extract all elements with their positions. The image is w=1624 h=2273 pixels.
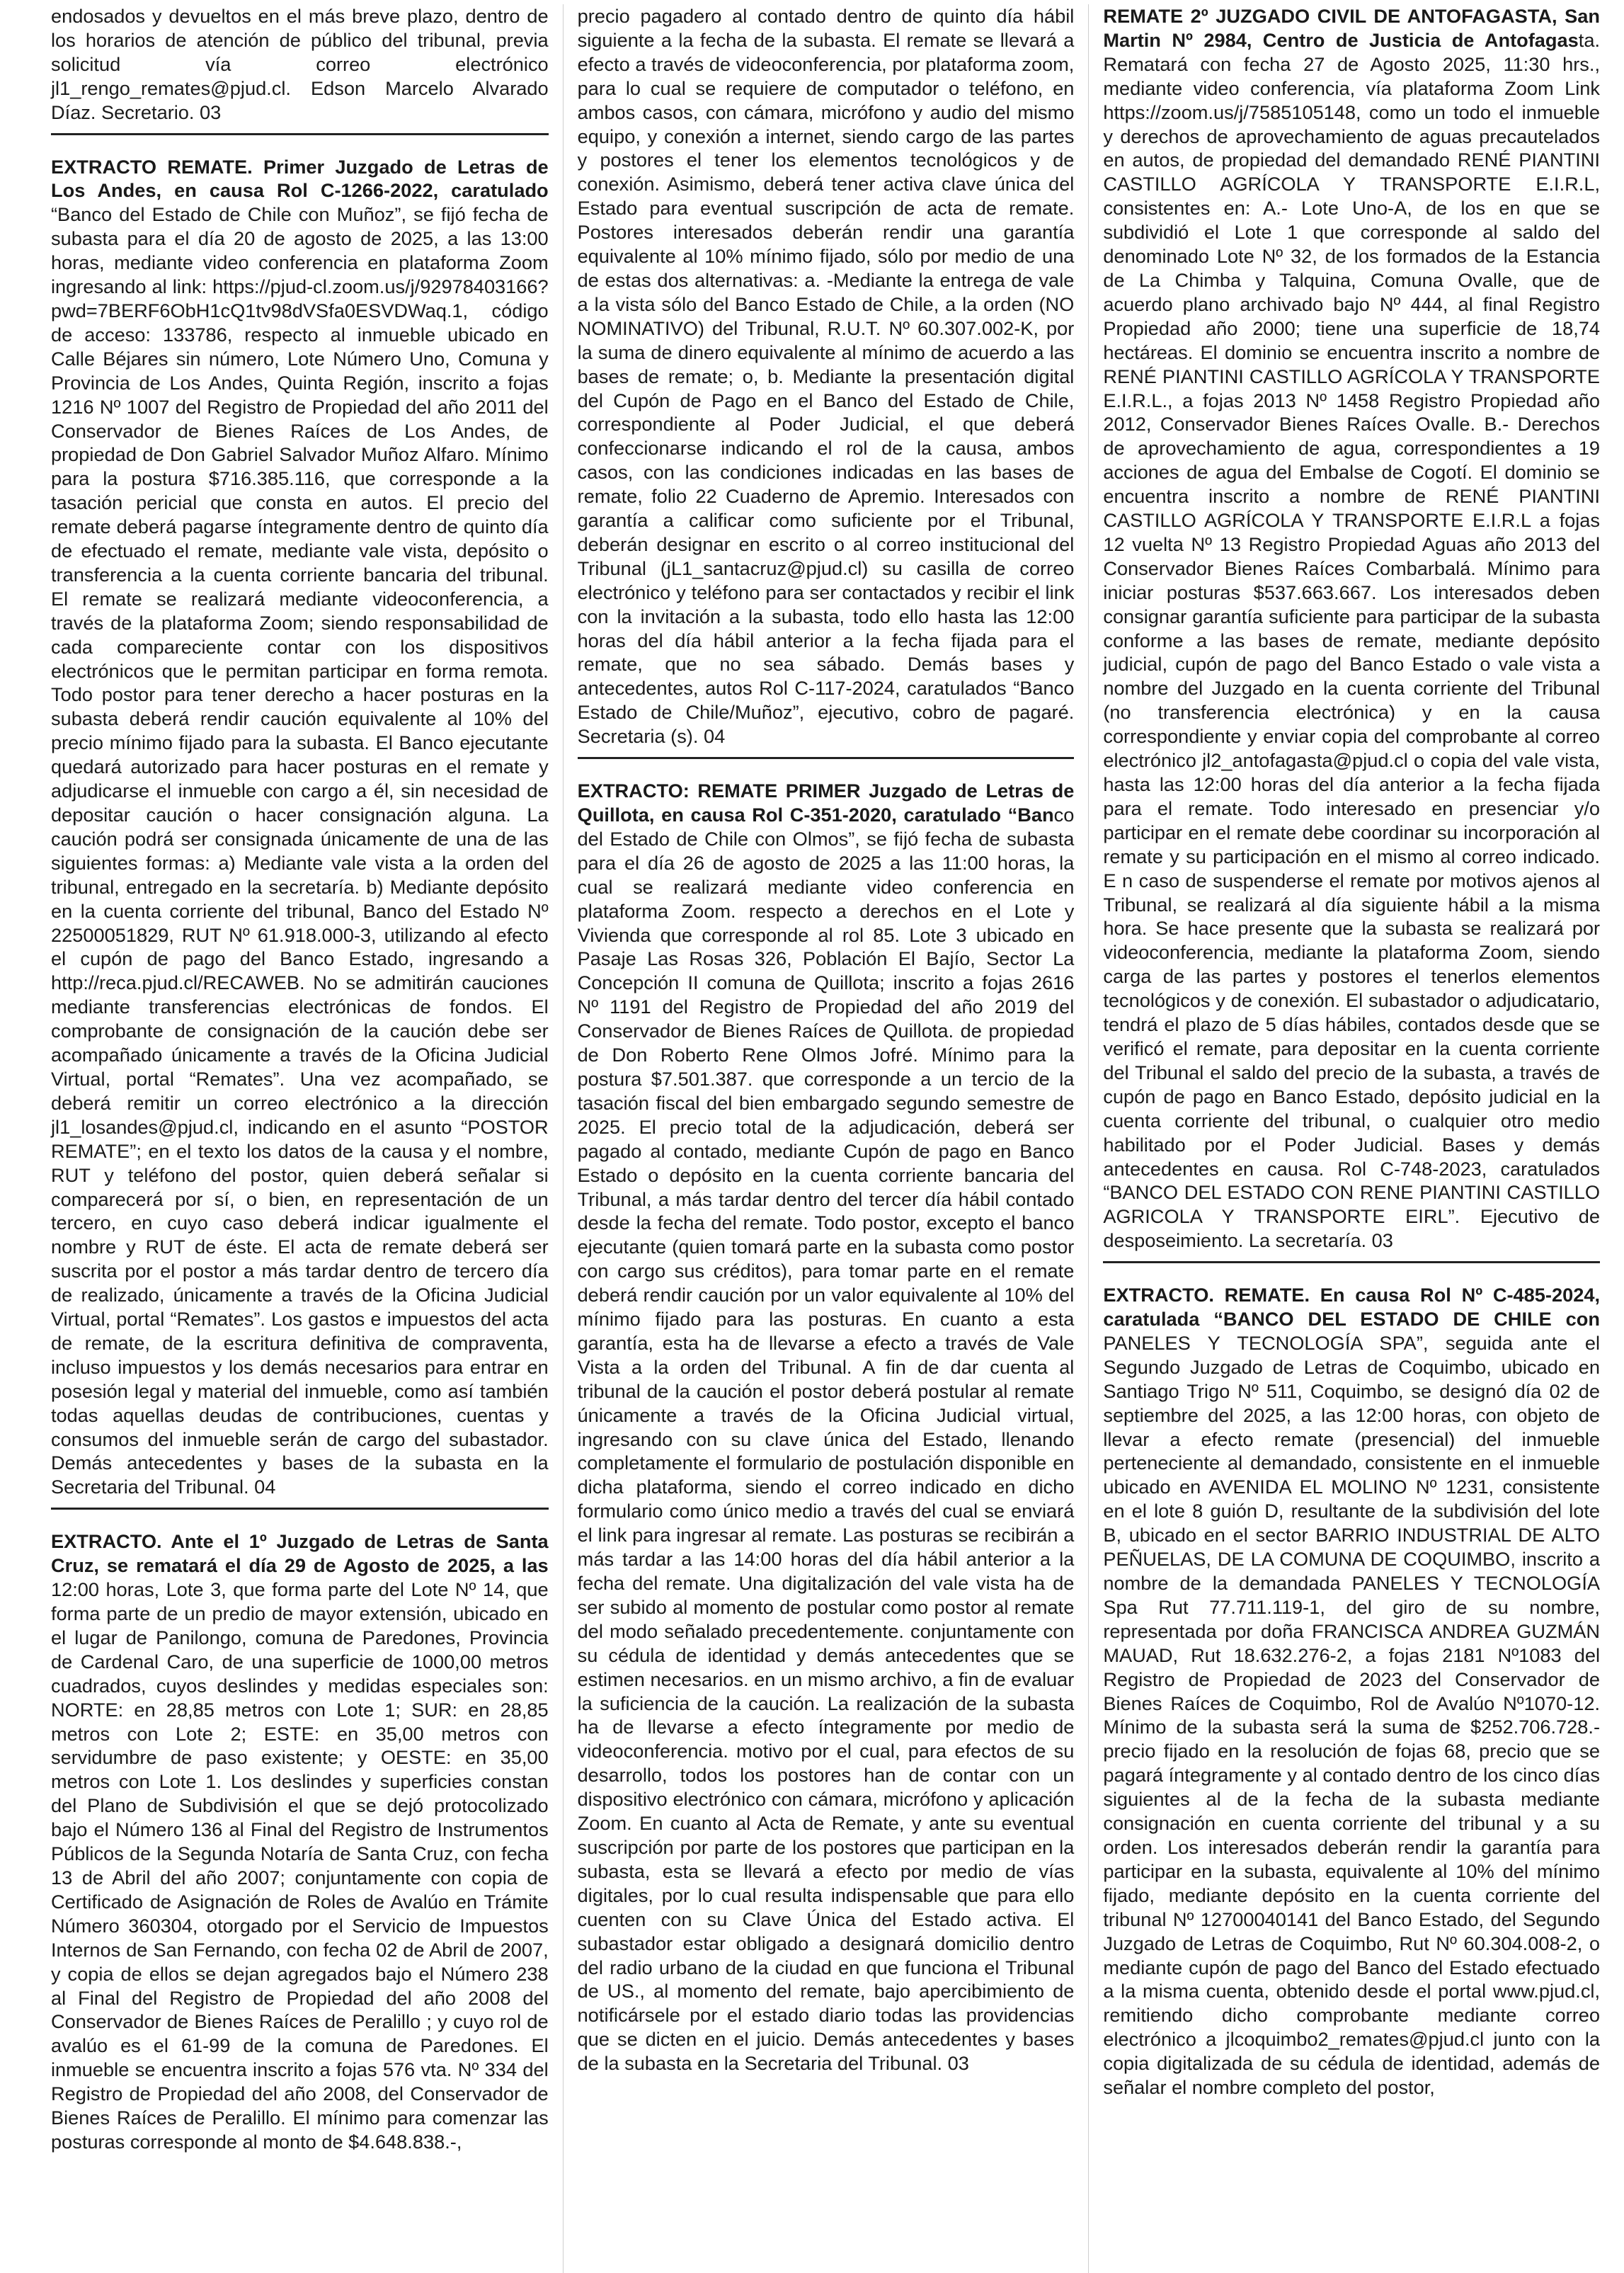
notice-heading: EXTRACTO REMATE. Primer Juzgado de Letras de Los Andes, en causa Rol C-1266-2022, caratulado [51,155,549,202]
notice-heading: EXTRACTO: REMATE PRIMER Juzgado de Letras de Quillota, en causa Rol C-351-2020, caratulado “Ban [577,780,1075,826]
notice-divider [578,757,1075,759]
column-2 [563,4,1089,2273]
notice-coquimbo [1103,1283,1600,2100]
notice-divider [51,1508,549,1510]
notice-body: 12:00 horas, Lote 3, que forma parte del Lote Nº 14, que forma parte de un predio de mayor extensión, ubicado en el lugar de Panilongo, comuna de Paredones, Provincia de Cardenal Caro, de una superficie de 1000,00 metros cuadrados, cuyos deslindes y medidas especiales son: NORTE: en 28,85 metros con Lote 1; SUR: en 28,85 metros con Lote 2; ESTE: en 35,00 metros con servidumbre de paso existente; y OESTE: en 35,00 metros con Lote 1. Los deslindes y superficies constan del Plano de Subdivisión el que se dejó protocolizado bajo el Número 136 al Final del Registro de Instrumentos Públicos de la Segunda Notaría de Santa Cruz, con fecha 13 de Abril del año 2007; conjuntamente con copia de Certificado de Asignación de Roles de Avalúo en Trámite Número 360304, otorgado por el Servicio de Impuestos Internos de San Fernando, con fecha 02 de Abril de 2007, y copia de ellos se dejan agregados bajo el Número 238 al Final del Registro de Propiedad del año 2008 del Conservador de Bienes Raíces de Peralillo ; y cuyo rol de avalúo es el 61-99 de la comuna de Paredones. El inmueble se encuentra inscrito a fojas 576 vta. Nº 334 del Registro de Propiedad del año 2008, del Conservador de Bienes Raíces de Peralillo. El mínimo para comenzar las posturas corresponde al monto de $4.648.838.-, [51,1578,549,2153]
notice-santa-cruz [51,1529,549,2154]
notice-heading: EXTRACTO. Ante el 1º Juzgado de Letras de Santa Cruz, se rematará el día 29 de Agosto de 2025, a las [51,1530,549,1577]
notice-rengo-tail [51,4,549,125]
notice-body: ta. Rematará con fecha 27 de Agosto 2025, 11:30 hrs., mediante video conferencia, vía plataforma Zoom Link https://zoom.us/j/7585105148, como un todo el inmueble y derechos de aprovechamiento de aguas precautelados en autos, de propiedad del demandado RENÉ PIANTINI CASTILLO AGRÍCOLA Y TRANSPORTE E.I.R.L, consistentes en: A.- Lote Uno-A, de los en que se subdividió el Lote 1 que corresponde al saldo del denominado Lote Nº 32, de los formados de la Estancia de La Chimba y Talquina, Comuna Ovalle, que de acuerdo plano archivado bajo Nº 444, al final Registro Propiedad año 2000; tiene una superficie de 18,74 hectáreas. El dominio se encuentra inscrito a nombre de RENÉ PIANTINI CASTILLO AGRÍCOLA Y TRANSPORTE E.I.R.L., a fojas 2013 Nº 1458 Registro Propiedad año 2012, Conservador Bienes Raíces Ovalle. B.- Derechos de aprovechamiento de agua, correspondientes a 19 acciones de agua del Embalse de Cogotí. El dominio se encuentra inscrito a nombre de RENÉ PIANTINI CASTILLO AGRÍCOLA Y TRANSPORTE E.I.R.L a fojas 12 vuelta Nº 13 Registro Propiedad Aguas año 2013 del Conservador Bienes Raíces Combarbalá. Mínimo para iniciar posturas $537.663.667. Los interesados deben consignar garantía suficiente para participar de la subasta conforme a las bases de remate, mediante depósito judicial, cupón de pago del Banco Estado o vale vista a nombre del Juzgado en la cuenta corriente del Tribunal (no transferencia electrónica) y en la causa correspondiente y enviar copia del comprobante al correo electrónico jl2_antofagasta@pjud.cl o copia del vale vista, hasta las 12:00 horas del día anterior a la fecha fijada para el remate. Todo interesado en presenciar y/o participar en el remate debe coordinar su incorporación al remate y su participación en el mismo al correo indicado. E n caso de suspenderse el remate por motivos ajenos al Tribunal, se realizará al día siguiente hábil a la misma hora. Se hace presente que la subasta se realizará por videoconferencia, mediante la plataforma Zoom, siendo carga de las partes y postores el tenerlos elementos tecnológicos y de conexión. El subastador o adjudicatario, tendrá el plazo de 5 días hábiles, contados desde que se verificó el remate, para depositar en la cuenta corriente del Tribunal el saldo del precio de la subasta, a través de cupón de pago en Banco Estado, depósito judicial en la cuenta corriente del tribunal, o cualquier otro medio habilitado por el Poder Judicial. Bases y demás antecedentes en causa. Rol C-748-2023, caratulados “BANCO DEL ESTADO CON RENE PIANTINI CASTILLO AGRICOLA Y TRANSPORTE EIRL”. Ejecutivo de desposeimiento. La secretaría. 03 [1103,28,1601,1252]
notice-quillota [578,779,1075,2075]
notice-santa-cruz-continued [578,4,1075,748]
notice-divider [51,133,549,135]
notice-body: “Banco del Estado de Chile con Muñoz”, se fijó fecha de subasta para el día 20 de agosto de 2025, a las 13:00 horas, mediante video conferencia en plataforma Zoom ingresando al link: https://pjud-cl.zoom.us/j/92978403166?pwd=7BERF6ObH1cQ1tv98dVSfa0ESVDWaq.1, código de acceso: 133786, respecto al inmueble ubicado en Calle Béjares sin número, Lote Número Uno, Comuna y Provincia de Los Andes, Quinta Región, inscrito a fojas 1216 Nº 1007 del Registro de Propiedad del año 2011 del Conservador de Bienes Raíces de Los Andes, de propiedad de Don Gabriel Salvador Muñoz Alfaro. Mínimo para la postura $716.385.116, que corresponde a la tasación pericial que consta en autos. El precio del remate deberá pagarse íntegramente dentro de quinto día de efectuado el remate, mediante vale vista, depósito o transferencia a la cuenta corriente bancaria del tribunal. El remate se realizará mediante videoconferencia, a través de la plataforma Zoom; siendo responsabilidad de cada compareciente contar con los dispositivos electrónicos que le permitan participar en forma remota. Todo postor para tener derecho a hacer posturas en la subasta deberá rendir caución equivalente al 10% del precio mínimo fijado para la subasta. El Banco ejecutante quedará autorizado para hacer posturas en el remate y adjudicarse el inmueble con cargo a él, sin necesidad de depositar caución o hacer consignación alguna. La caución podrá ser consignada únicamente de una de las siguientes formas: a) Mediante vale vista a la orden del tribunal, entregado en la secretaría. b) Mediante depósito en la cuenta corriente del tribunal, Banco del Estado Nº 22500051829, RUT Nº 61.918.000-3, utilizando al efecto el cupón de pago del Banco Estado, ingresando a http://reca.pjud.cl/RECAWEB. No se admitirán cauciones mediante transferencias electrónicas de fondos. El comprobante de consignación de la caución debe ser acompañado únicamente a través de la Oficina Judicial Virtual, portal “Remates”. Una vez acompañado, se deberá remitir un correo electrónico a la dirección jl1_losandes@pjud.cl, indicando en el asunto “POSTOR REMATE”; en el texto los datos de la causa y el nombre, RUT y teléfono del postor, quien deberá señalar si comparecerá por sí, o bien, en representación de un tercero, en cuyo caso deberá indicar igualmente el nombre y RUT de éste. El acta de remate deberá ser suscrita por el postor a más tardar dentro de tercero día de realizado, únicamente a través de la Oficina Judicial Virtual, portal “Remates”. Los gastos e impuestos del acta de remate, de la escritura definitiva de compraventa, incluso impuestos y los demás necesarios para entrar en posesión legal y material del inmueble, como así también todas aquellas deudas de contribuciones, cuentas y consumos del inmueble serán de cargo del subastador. Demás antecedentes y bases de la subasta en la Secretaria del Tribunal. 04 [51,203,549,1498]
notice-body: co del Estado de Chile con Olmos”, se fijó fecha de subasta para el día 26 de agosto de 2025 a las 11:00 horas, la cual se realizará mediante video conferencia en plataforma Zoom. respecto a derechos en el Lote y Vivienda que corresponde al rol 85. Lote 3 ubicado en Pasaje Las Rosas 326, Población El Bajío, Sector La Concepción II comuna de Quillota; inscrito a fojas 2616 Nº 1191 del Registro de Propiedad del año 2019 del Conservador de Bienes Raíces de Quillota. de propiedad de Don Roberto Rene Olmos Jofré. Mínimo para la postura $7.501.387. que corresponde a un tercio de la tasación fiscal del bien embargado segundo semestre de 2025. El precio total de la adjudicación, deberá ser pagado al contado, mediante Cupón de pago en Banco Estado o depósito en la cuenta corriente bancaria del Tribunal, a más tardar dentro del tercer día hábil contado desde la fecha del remate. Todo postor, excepto el banco ejecutante (quien tomará parte en la subasta como postor con cargo sus créditos), para tomar parte en el remate deberá rendir caución por un valor equivalente al 10% del mínimo fijado para las posturas. En cuanto a esta garantía, esta ha de llevarse a efecto a través de Vale Vista a la orden del Tribunal. A fin de dar cuenta al tribunal de la caución el postor deberá postular al remate únicamente a través de la Oficina Judicial virtual, ingresando con su clave única del Estado, llenando completamente el formulario de postulación disponible en dicha plataforma, siendo el correo indicado en dicho formulario como único medio a través del cual se enviará el link para ingresar al remate. Las posturas se recibirán a más tardar a las 14:00 horas del día hábil anterior a la fecha del remate. Una digitalización del vale vista ha de ser subido al momento de postular como postor al remate del modo señalado precedentemente. conjuntamente con su cédula de identidad y demás antecedentes que se estimen necesarios. en un mismo archivo, a fin de evaluar la suficiencia de la caución. La realización de la subasta ha de llevarse a efecto íntegramente por medio de videoconferencia. motivo por el cual, para efectos de su desarrollo, todos los postores han de contar con un dispositivo electrónico con cámara, micrófono y aplicación Zoom. En cuanto al Acta de Remate, y ante su eventual suscripción por parte de los postores que participan en la subasta, esta se llevará a efecto por medio de vías digitales, por lo cual resulta indispensable que para ello cuenten con su Clave Única del Estado activa. El subastador estar obligado a designará domicilio dentro del radio urbano de la ciudad en que funciona el Tribunal de US., al momento del remate, bajo apercibimiento de notificársele por el estado diario todas las providencias que se dicten en el juicio. Demás antecedentes y bases de la subasta en la Secretaria del Tribunal. 03 [577,804,1075,2075]
notice-body: endosados y devueltos en el más breve plazo, dentro de los horarios de atención de público del tribunal, previa solicitud vía correo electrónico jl1_rengo_remates@pjud.cl. Edson Marcelo Alvarado Díaz. Secretario. 03 [51,5,549,123]
notice-body-continued: precio pagadero al contado dentro de quinto día hábil siguiente a la fecha de la subasta. El remate se llevará a efecto a través de videoconferencia, por plataforma zoom, para lo cual se requiere de computador o teléfono, en ambos casos, con cámara, micrófono y audio del mismo equipo, y conexión a internet, siendo cargo de las partes y postores el tener los elementos tecnológicos y de conexión. Asimismo, deberá tener activa clave única del Estado para eventual suscripción de acta de remate. Postores interesados deberán rendir una garantía equivalente al 10% mínimo fijado, sólo por medio de una de estas dos alternativas: a. -Mediante la entrega de vale a la vista sólo del Banco Estado de Chile, a la orden (NO NOMINATIVO) del Tribunal, R.U.T. Nº 60.307.002-K, por la suma de dinero equivalente al mínimo de acuerdo a las bases de remate; o, b. Mediante la presentación digital del Cupón de Pago en el Banco del Estado de Chile, correspondiente al Poder Judicial, el que deberá confeccionarse indicando el rol de la causa, ambos casos, con las condiciones indicadas en las bases de remate, folio 22 Cuaderno de Apremio. Interesados con garantía a calificar como suficiente por el Tribunal, deberán designar en escrito o al correo institucional del Tribunal (jL1_santacruz@pjud.cl) su casilla de correo electrónico y teléfono para ser contactados y recibir el link con la invitación a la subasta, todo ello hasta las 12:00 horas del día hábil anterior a la fecha fijada para el remate, que no sea sábado. Demás bases y antecedentes, autos Rol C-117-2024, caratulados “Banco Estado de Chile/Muñoz”, ejecutivo, cobro de pagaré. Secretaria (s). 04 [577,5,1075,748]
notice-heading: REMATE 2º JUZGADO CIVIL DE ANTOFAGASTA, San Martin Nº 2984, Centro de Justicia de Antofagas [1103,5,1601,51]
column-1 [37,4,563,2273]
column-3 [1088,4,1614,2273]
notice-heading: EXTRACTO. REMATE. En causa Rol Nº C-485-2024, caratulada “BANCO DEL ESTADO DE CHILE con [1103,1284,1601,1331]
notice-divider [1103,1261,1600,1263]
notice-antofagasta [1103,4,1600,1253]
notice-los-andes [51,155,549,1500]
notice-body: PANELES Y TECNOLOGÍA SPA”, seguida ante el Segundo Juzgado de Letras de Coquimbo, ubicado en Santiago Trigo Nº 511, Coquimbo, se designó día 02 de septiembre del 2025, a las 12:00 horas, con objeto de llevar a efecto remate (presencial) del inmueble perteneciente al demandado, consistente en el inmueble ubicado en AVENIDA EL MOLINO Nº 1231, consistente en el lote 8 guión D, resultante de la subdivisión del lote B, ubicado en el sector BARRIO INDUSTRIAL DE ALTO PEÑUELAS, DE LA COMUNA DE COQUIMBO, inscrito a nombre de la demandada PANELES Y TECNOLOGÍA Spa Rut 77.711.119-1, del giro de su nombre, representada por doña FRANCISCA ANDREA GUZMÁN MAUAD, Rut 18.632.276-2, a fojas 2181 Nº1083 del Registro de Propiedad de 2023 del Conservador de Bienes Raíces de Coquimbo, Rol de Avalúo Nº1070-12. Mínimo de la subasta será la suma de $252.706.728.- precio fijado en la resolución de fojas 68, precio que se pagará íntegramente y al contado dentro de los cinco días siguientes al de la fecha de la subasta mediante consignación en cuenta corriente del tribunal y a su orden. Los interesados deberán rendir la garantía para participar en la subasta, equivalente al 10% del mínimo fijado, mediante depósito en la cuenta corriente del tribunal Nº 12700040141 del Banco Estado, del Segundo Juzgado de Letras de Coquimbo, Rut Nº 60.304.008-2, o mediante cupón de pago del Banco del Estado efectuado a la misma cuenta, obtenido desde el portal www.pjud.cl, remitiendo dicho comprobante mediante correo electrónico a jlcoquimbo2_remates@pjud.cl junto con la copia digitalizada de su cédula de identidad, además de señalar el nombre completo del postor, [1103,1331,1601,2099]
